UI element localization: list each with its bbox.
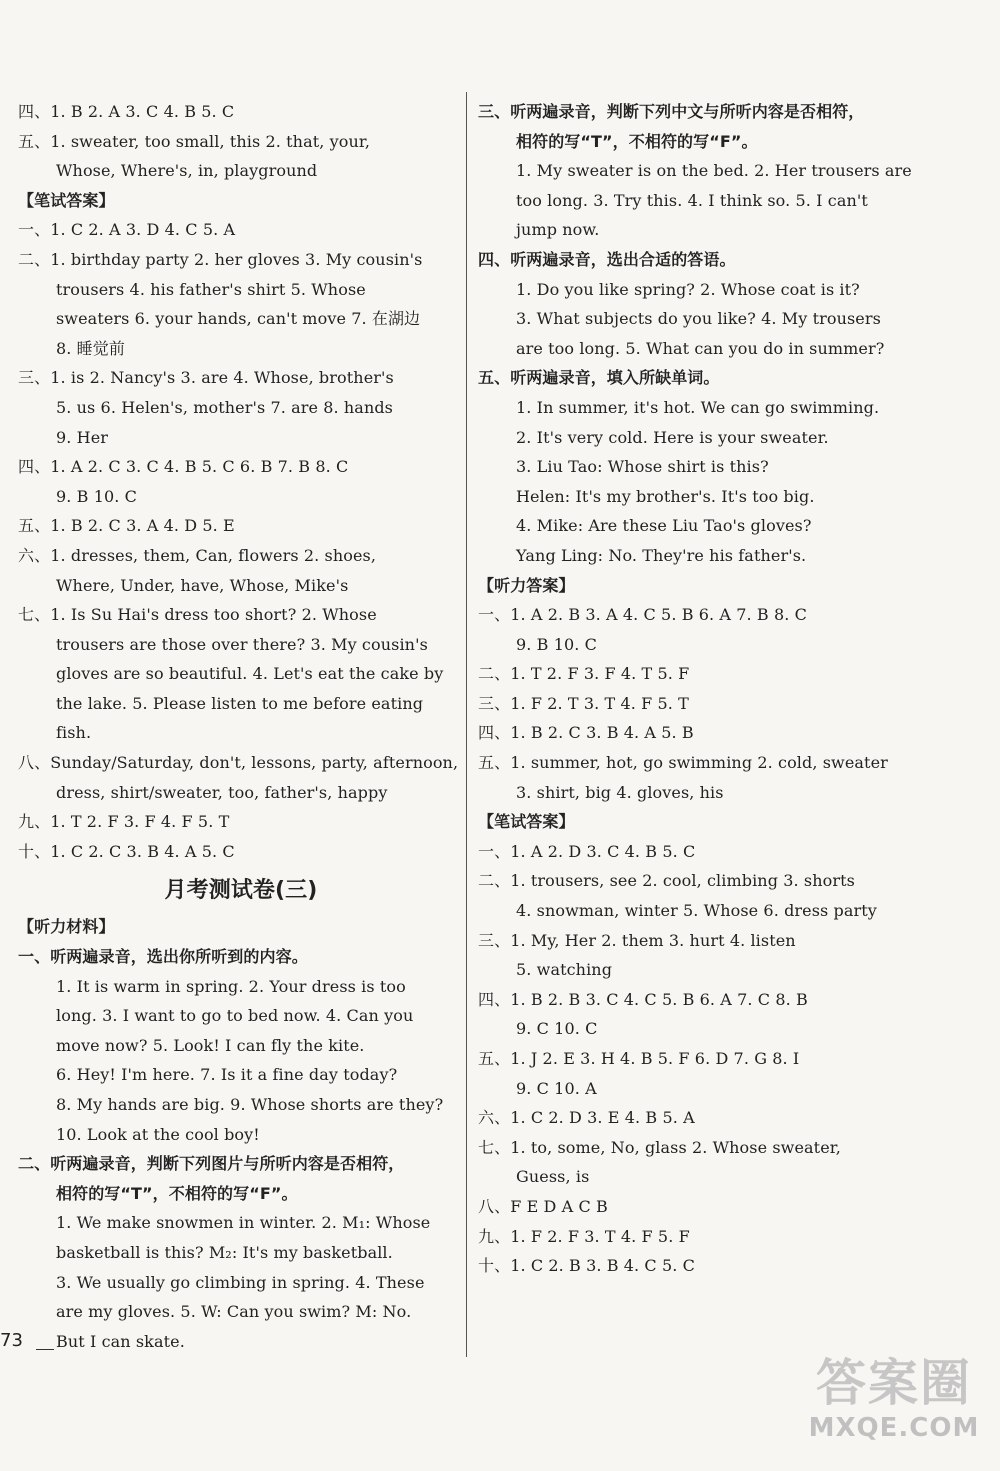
answer-line: 3. What subjects do you like? 4. My trousers (516, 309, 881, 329)
answer-line: 十、1. C 2. C 3. B 4. A 5. C (18, 841, 235, 861)
answer-line: 9. B 10. C (516, 634, 597, 654)
answer-line: are my gloves. 5. W: Can you swim? M: No. (56, 1302, 412, 1322)
answer-line: move now? 5. Look! I can fly the kite. (56, 1035, 365, 1055)
answer-line: 四、1. B 2. C 3. B 4. A 5. B (478, 723, 694, 743)
left-column (18, 97, 464, 1356)
answer-line: 三、1. F 2. T 3. T 4. F 5. T (478, 693, 689, 713)
section-header: 【笔试答案】 (478, 812, 575, 832)
answer-line: sweaters 6. your hands, can't move 7. 在湖边 (56, 309, 421, 329)
answer-line: trousers 4. his father's shirt 5. Whose (56, 279, 366, 299)
answer-line: 三、1. My, Her 2. them 3. hurt 4. listen (478, 930, 796, 950)
answer-line: 二、1. birthday party 2. her gloves 3. My cousin's (18, 249, 423, 269)
answer-line: dress, shirt/sweater, too, father's, happy (56, 782, 388, 802)
answer-line: 一、1. A 2. D 3. C 4. B 5. C (478, 841, 696, 861)
watermark-logo (804, 1353, 984, 1463)
answer-line: 1. It is warm in spring. 2. Your dress is too (56, 976, 406, 996)
answer-line: too long. 3. Try this. 4. I think so. 5. I can't (516, 190, 868, 210)
answer-line: 8. 睡觉前 (56, 338, 125, 358)
answer-line: 1. My sweater is on the bed. 2. Her trousers are (516, 161, 912, 181)
answer-line: long. 3. I want to go to bed now. 4. Can you (56, 1006, 414, 1026)
answer-line: Where, Under, have, Whose, Mike's (56, 575, 349, 595)
answer-line: 5. watching (516, 960, 613, 980)
answer-line: 九、1. T 2. F 3. F 4. F 5. T (18, 812, 230, 832)
answer-line: 10. Look at the cool boy! (56, 1124, 260, 1144)
answer-line: 十、1. C 2. B 3. B 4. C 5. C (478, 1256, 695, 1276)
answer-line: 四、1. A 2. C 3. C 4. B 5. C 6. B 7. B 8. C (18, 457, 349, 477)
answer-line: 九、1. F 2. F 3. T 4. F 5. F (478, 1226, 690, 1246)
section-header: 【笔试答案】 (18, 190, 115, 210)
answer-line: 5. us 6. Helen's, mother's 7. are 8. hands (56, 397, 393, 417)
answer-line: trousers are those over there? 3. My cousin's (56, 634, 428, 654)
section-header: 五、听两遍录音，填入所缺单词。 (478, 368, 720, 388)
answer-line: 五、1. J 2. E 3. H 4. B 5. F 6. D 7. G 8. I (478, 1049, 800, 1068)
watermark-sub: MXQE.COM (808, 1413, 980, 1443)
answer-line: 七、1. Is Su Hai's dress too short? 2. Whose (18, 605, 377, 625)
section-header: 四、听两遍录音，选出合适的答语。 (478, 249, 736, 269)
answer-line: 一、1. C 2. A 3. D 4. C 5. A (18, 220, 236, 240)
section-header: 相符的写“T”，不相符的写“F”。 (56, 1183, 298, 1203)
section-header: 二、听两遍录音，判断下列图片与所听内容是否相符， (18, 1154, 405, 1174)
answer-line: 1. We make snowmen in winter. 2. M₁: Whose (56, 1213, 431, 1233)
answer-line: 9. B 10. C (56, 486, 137, 506)
answer-line: are too long. 5. What can you do in summer? (516, 338, 885, 358)
answer-line: 3. shirt, big 4. gloves, his (516, 782, 724, 802)
answer-line: fish. (56, 723, 92, 743)
answer-line: But I can skate. (56, 1331, 185, 1351)
answer-line: 3. We usually go climbing in spring. 4. These (56, 1272, 425, 1292)
section-header: 【听力材料】 (18, 917, 115, 937)
section-title: 月考测试卷(三) (164, 878, 318, 904)
section-header: 相符的写“T”，不相符的写“F”。 (516, 131, 758, 151)
answer-line: 8. My hands are big. 9. Whose shorts are they? (56, 1095, 444, 1114)
answer-line: 3. Liu Tao: Whose shirt is this? (516, 457, 769, 477)
column-divider (466, 92, 467, 1357)
answer-line: Helen: It's my brother's. It's too big. (516, 486, 815, 506)
answer-line: 2. It's very cold. Here is your sweater. (516, 427, 829, 447)
answer-line: Yang Ling: No. They're his father's. (516, 545, 807, 565)
right-column (478, 97, 928, 1281)
answer-line: the lake. 5. Please listen to me before eating (56, 693, 424, 713)
answer-line: jump now. (516, 220, 600, 240)
answer-line: Guess, is (516, 1167, 590, 1187)
answer-line: basketball is this? M₂: It's my basketball. (56, 1242, 393, 1262)
answer-line: 6. Hey! I'm here. 7. Is it a fine day today? (56, 1065, 398, 1085)
answer-line: 七、1. to, some, No, glass 2. Whose sweater, (478, 1137, 841, 1157)
answer-line: 五、1. B 2. C 3. A 4. D 5. E (18, 516, 235, 536)
answer-line: 五、1. sweater, too small, this 2. that, your, (18, 131, 371, 151)
answer-line: 1. Do you like spring? 2. Whose coat is it? (516, 279, 860, 299)
answer-line: 9. C 10. A (516, 1078, 597, 1098)
answer-line: 二、1. T 2. F 3. F 4. T 5. F (478, 664, 690, 684)
answer-line: 三、1. is 2. Nancy's 3. are 4. Whose, brother's (18, 368, 394, 388)
page-number-dash (36, 1349, 54, 1350)
answer-line: 一、1. A 2. B 3. A 4. C 5. B 6. A 7. B 8. C (478, 605, 807, 625)
answer-line: Whose, Where's, in, playground (56, 161, 318, 181)
answer-line: 4. snowman, winter 5. Whose 6. dress party (516, 901, 877, 921)
edge-mark (0, 112, 7, 126)
answer-line: 八、Sunday/Saturday, don't, lessons, party, afternoon, (18, 753, 459, 773)
section-header: 三、听两遍录音，判断下列中文与所听内容是否相符， (478, 102, 865, 121)
section-header: 一、听两遍录音，选出你所听到的内容。 (18, 947, 308, 967)
answer-line: 六、1. C 2. D 3. E 4. B 5. A (478, 1108, 695, 1128)
answer-line: 六、1. dresses, them, Can, flowers 2. shoes, (18, 545, 377, 565)
answer-line: 四、1. B 2. A 3. C 4. B 5. C (18, 102, 235, 121)
answer-line: 4. Mike: Are these Liu Tao's gloves? (516, 516, 812, 536)
answer-line: 9. C 10. C (516, 1019, 598, 1039)
answer-line: 二、1. trousers, see 2. cool, climbing 3. shorts (478, 871, 855, 891)
section-header: 【听力答案】 (478, 575, 575, 595)
answer-line: 1. In summer, it's hot. We can go swimming. (516, 397, 880, 417)
answer-line: 四、1. B 2. B 3. C 4. C 5. B 6. A 7. C 8. B (478, 989, 808, 1009)
page-number: 73 (0, 1330, 23, 1351)
answer-line: 五、1. summer, hot, go swimming 2. cold, sweater (478, 753, 888, 773)
answer-line: 八、F E D A C B (478, 1196, 608, 1216)
answer-line: 9. Her (56, 427, 109, 447)
answer-line: gloves are so beautiful. 4. Let's eat the cake by (56, 664, 444, 684)
watermark-main: 答案圈 (816, 1354, 972, 1412)
